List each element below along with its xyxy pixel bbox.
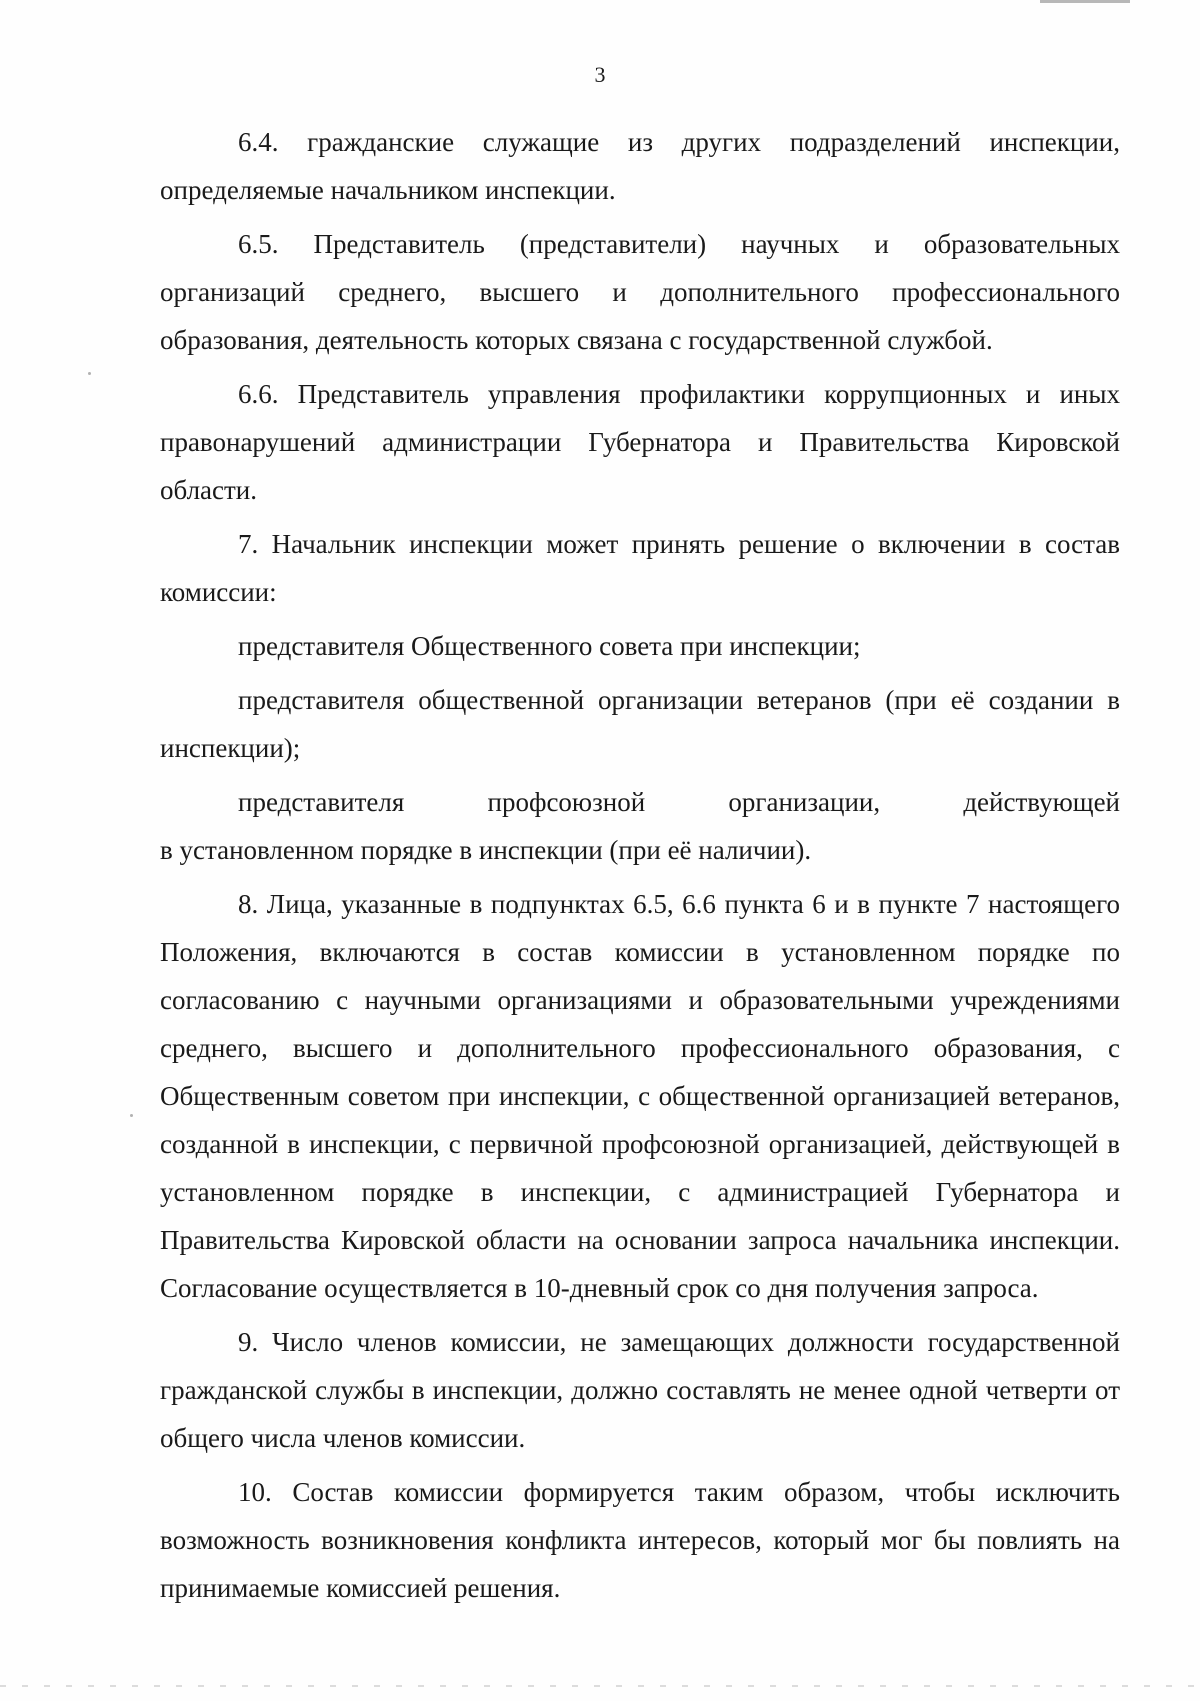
scan-speck [88,372,91,375]
paragraph-7-item-union-continued: в установленном порядке в инспекции (при её наличии). [160,835,812,865]
paragraph-6-4: 6.4. гражданские служащие из других подразделений инспекции, [238,127,1120,157]
paragraph-7-item-public-council: представителя Общественного совета при инспекции; [238,631,861,661]
scan-speck [130,1114,133,1117]
paragraph-7: 7. Начальник инспекции может принять решение о включении в состав комиссии: [160,529,1120,607]
paragraph-8: 8. Лица, указанные в подпунктах 6.5, 6.6 пункта 6 и в пункте 7 настоящего Положения, включаются в состав комиссии в установленном порядке по согласованию с научными организациями и образовательными учреждениями среднего, высшего и дополнительного профессионального образования, с Общественным советом при инспекции, с общественной организацией ветеранов, созданной в инспекции, с первичной профсоюзной организацией, действующей в установленном порядке в инспекции, с администрацией Губернатора и Правительства Кировской области на основании запроса начальника инспекции. Согласование осуществляется в 10-дневный срок со дня получения запроса. [160,889,1120,1303]
paragraph-7-item-union: представителя профсоюзной организации, действующей [238,787,1120,817]
paragraph-9: 9. Число членов комиссии, не замещающих должности государственной гражданской службы в инспекции, должно составлять не менее одной четверти от общего числа членов комиссии. [160,1327,1120,1453]
scan-artifact-top [1040,0,1130,3]
paragraph-6-6: 6.6. Представитель управления профилактики коррупционных и иных правонарушений администрации Губернатора и Правительства Кировской области. [160,379,1120,505]
paragraph-6-5: 6.5. Представитель (представители) научных и образовательных организаций среднего, высшего и дополнительного профессионального образования, деятельность которых связана с государственной службой. [160,229,1120,355]
paragraph-10: 10. Состав комиссии формируется таким образом, чтобы исключить возможность возникновения конфликта интересов, который мог бы повлиять на принимаемые комиссией решения. [160,1477,1120,1603]
document-body [160,118,1120,1618]
paragraph-6-4-continued: определяемые начальником инспекции. [160,175,616,205]
paragraph-7-item-veterans: представителя общественной организации ветеранов (при её создании в инспекции); [160,685,1120,763]
page-number: 3 [594,62,606,87]
scan-artifact-bottom [0,1685,1200,1687]
